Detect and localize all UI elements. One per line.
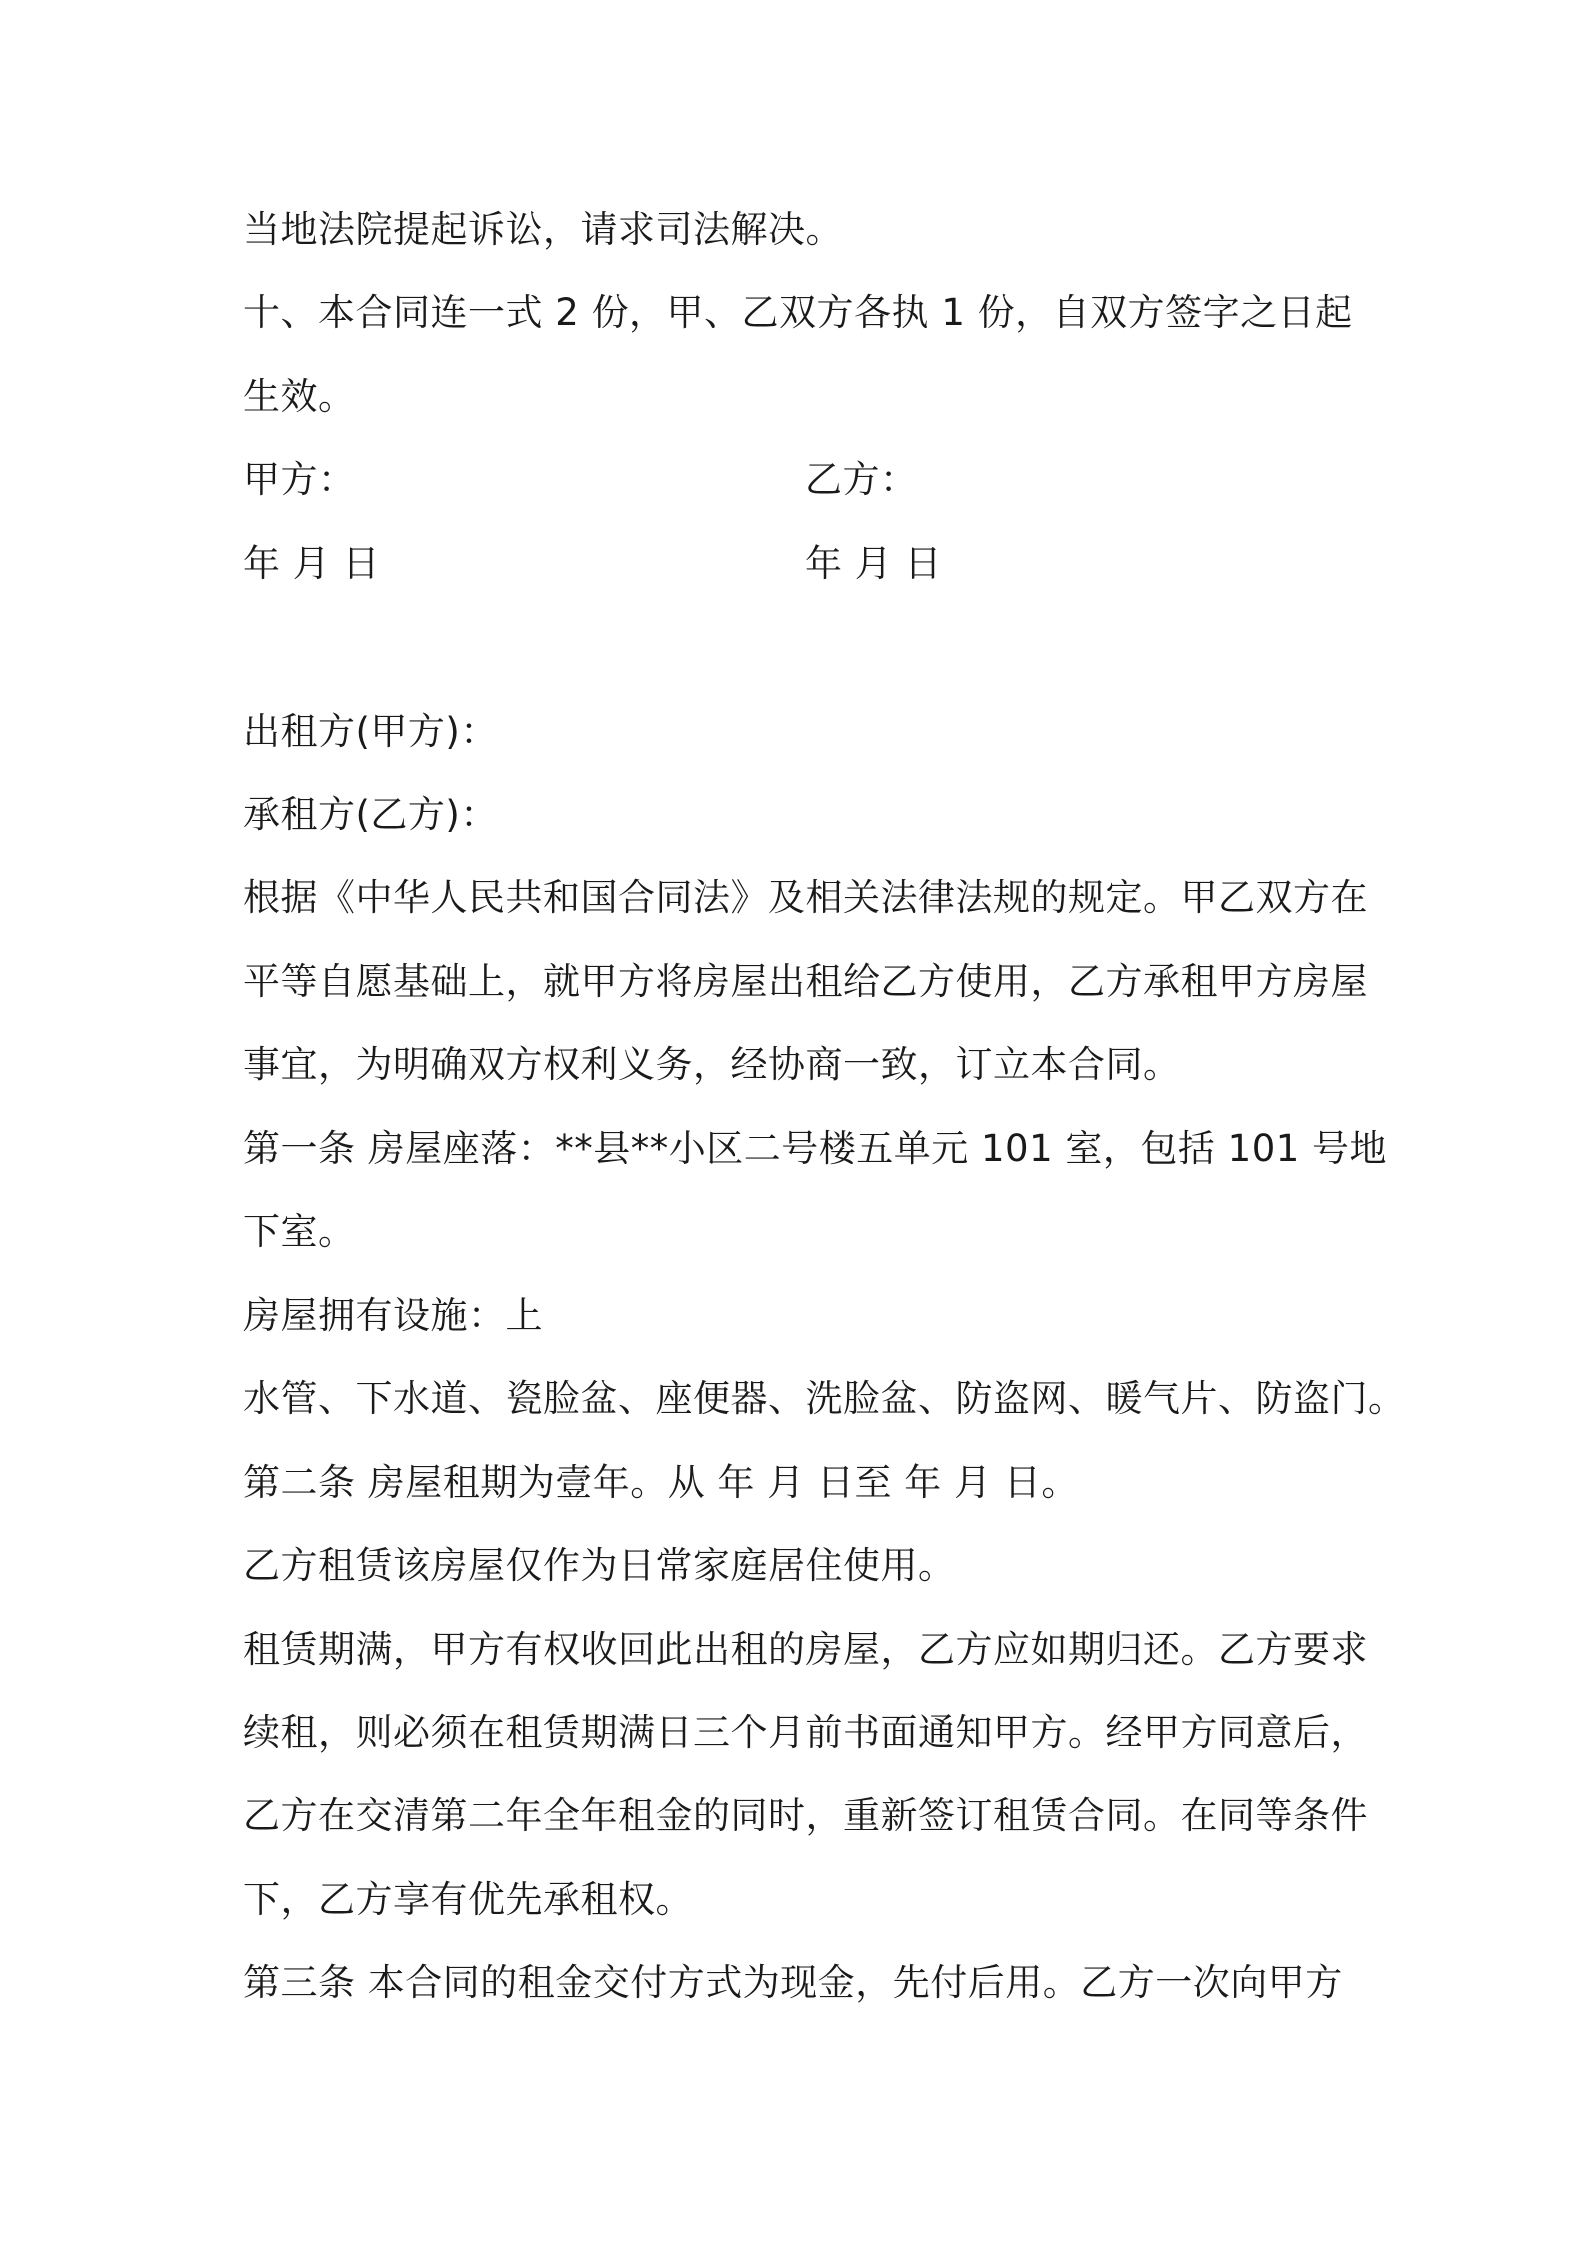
paragraph-line: 续租，则必须在租赁期满日三个月前书面通知甲方。经甲方同意后， (243, 1711, 1368, 1754)
article-one-line: 第一条 房屋座落：**县**小区二号楼五单元 101 室，包括 101 号地 (243, 1127, 1388, 1170)
facilities-line: 房屋拥有设施：上 (243, 1294, 543, 1337)
paragraph-line: 生效。 (243, 375, 356, 418)
party-a-signature-label: 甲方： (243, 458, 356, 501)
preamble-line: 平等自愿基础上，就甲方将房屋出租给乙方使用，乙方承租甲方房屋 (243, 960, 1368, 1003)
paragraph-line: 当地法院提起诉讼，请求司法解决。 (243, 208, 843, 251)
preamble-line: 根据《中华人民共和国合同法》及相关法律法规的规定。甲乙双方在 (243, 876, 1368, 919)
facilities-line: 水管、下水道、瓷脸盆、座便器、洗脸盆、防盗网、暖气片、防盗门。 (243, 1377, 1406, 1420)
party-b-signature-label: 乙方： (805, 458, 918, 501)
paragraph-line: 下，乙方享有优先承租权。 (243, 1878, 693, 1921)
article-two-line: 第二条 房屋租期为壹年。从 年 月 日至 年 月 日。 (243, 1461, 1079, 1504)
paragraph-line: 乙方在交清第二年全年租金的同时，重新签订租赁合同。在同等条件 (243, 1794, 1368, 1837)
party-b-date: 年 月 日 (805, 542, 943, 585)
paragraph-line: 乙方租赁该房屋仅作为日常家庭居住使用。 (243, 1544, 956, 1587)
preamble-line: 事宜，为明确双方权利义务，经协商一致，订立本合同。 (243, 1043, 1181, 1086)
article-three-line: 第三条 本合同的租金交付方式为现金，先付后用。乙方一次向甲方 (243, 1961, 1343, 2004)
lessee-label: 承租方(乙方)： (243, 793, 498, 836)
lessor-label: 出租方(甲方)： (243, 710, 498, 753)
article-one-line: 下室。 (243, 1210, 356, 1253)
party-a-date: 年 月 日 (243, 542, 381, 585)
paragraph-line: 租赁期满，甲方有权收回此出租的房屋，乙方应如期归还。乙方要求 (243, 1628, 1368, 1671)
clause-ten-line: 十、本合同连一式 2 份，甲、乙双方各执 1 份，自双方签字之日起 (243, 291, 1353, 334)
